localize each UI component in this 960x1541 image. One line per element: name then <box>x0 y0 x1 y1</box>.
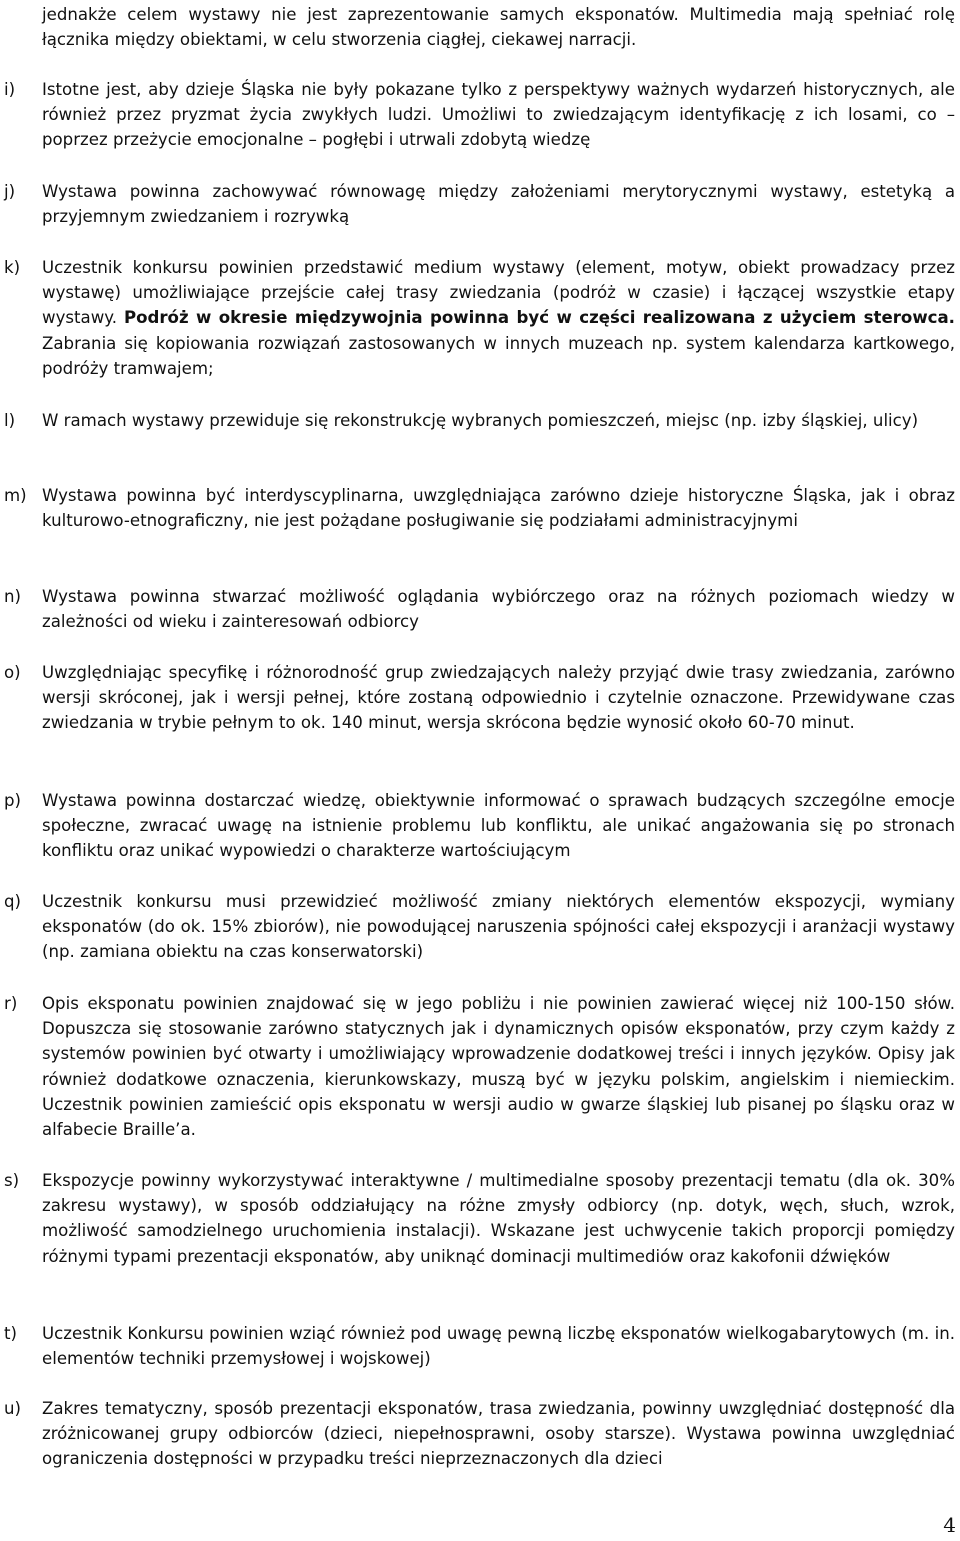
list-item-t <box>0 1321 955 1371</box>
text-after-bold: Zabrania się kopiowania rozwiązań zastosowanych w innych muzeach np. system kalendarza kartkowego, podróży tramwajem; <box>42 333 955 378</box>
list-item-text: Uwzględniając specyfikę i różnorodność grup zwiedzających należy przyjąć dwie trasy zwiedzania, zarówno wersji skróconej, jak i wersji pełnej, które zostaną odpowiednio i czytelnie oznaczone. Przewidywane czas zwiedzania w trybie pełnym to ok. 140 minut, wersja skrócona będzie wynosić około 60-70 minut. <box>42 663 955 733</box>
list-marker: l) <box>4 411 16 430</box>
continuation-paragraph: jednakże celem wystawy nie jest zaprezentowanie samych eksponatów. Multimedia mają spełniać rolę łącznika między obiektami, w celu stworzenia ciągłej, ciekawej narracji. <box>42 5 955 50</box>
list-item-o <box>0 660 955 736</box>
list-item-text: W ramach wystawy przewiduje się rekonstrukcję wybranych pomieszczeń, miejsc (np. izby śląskiej, ulicy) <box>42 411 919 430</box>
list-item-text: Uczestnik konkursu musi przewidzieć możliwość zmiany niektórych elementów ekspozycji, wymiany eksponatów (do ok. 15% zbiorów), nie powodującej naruszenia spójności całej ekspozycji i aranżacji wystawy (np. zamiana obiektu na czas konserwatorski) <box>42 892 955 962</box>
list-marker: k) <box>4 258 21 277</box>
list-marker: n) <box>4 587 21 606</box>
list-marker: u) <box>4 1399 21 1418</box>
list-item-m <box>0 483 955 533</box>
list-item-text <box>42 255 955 381</box>
list-item-n <box>0 584 955 634</box>
list-item-text: Uczestnik Konkursu powinien wziąć również pod uwagę pewną liczbę eksponatów wielkogabarytowych (m. in. elementów techniki przemysłowej i wojskowej) <box>42 1324 955 1369</box>
list-marker: s) <box>4 1171 20 1190</box>
list-item-text: Opis eksponatu powinien znajdować się w jego pobliżu i nie powinien zawierać więcej niż 100-150 słów. Dopuszcza się stosowanie zarówno statycznych jak i dynamicznych opisów eksponatów, przy czym każdy z systemów powinien być otwarty i umożliwiający wprowadzenie dodatkowej treści i innych języków. Opisy jak również dodatkowe oznaczenia, kierunkowskazy, muszą być w języku polskim, angielskim i niemieckim. Uczestnik powinien zamieścić opis eksponatu w wersji audio w gwarze śląskiej lub pisanej po śląsku oraz w alfabecie Braille’a. <box>42 994 955 1140</box>
list-item-p <box>0 788 955 864</box>
list-item-text: Ekspozycje powinny wykorzystywać interaktywne / multimedialne sposoby prezentacji tematu (dla ok. 30% zakresu wystawy), w sposób oddziałujący na różne zmysły odbiorcy (np. dotyk, węch, słuch, wzrok, możliwość samodzielnego uruchomienia instalacji). Wskazane jest uchwycenie takich proporcji pomiędzy różnymi typami prezentacji eksponatów, aby uniknąć dominacji multimediów oraz kakofonii dźwięków <box>42 1171 955 1266</box>
list-item-l <box>0 408 955 433</box>
list-item-s <box>0 1168 955 1269</box>
list-marker: m) <box>4 486 27 505</box>
list-marker: p) <box>4 791 22 810</box>
list-item-text: Wystawa powinna być interdyscyplinarna, uwzględniająca zarówno dzieje historyczne Śląska, jak i obraz kulturowo-etnograficzny, nie jest pożądane posługiwanie się podziałami administracyjnymi <box>42 486 955 531</box>
list-item-q <box>0 889 955 965</box>
list-item-u <box>0 1396 955 1472</box>
list-marker: j) <box>4 182 16 201</box>
list-item-k <box>0 255 955 381</box>
list-item-text: Wystawa powinna dostarczać wiedzę, obiektywnie informować o sprawach budzących szczególne emocje społeczne, zwracać uwagę na istnienie problemu lub konfliktu, ale unikać angażowania się po stronach konfliktu oraz unikać wypowiedzi o charakterze wartościującym <box>42 791 955 861</box>
list-item-text: Zakres tematyczny, sposób prezentacji eksponatów, trasa zwiedzania, powinny uwzględniać dostępność dla zróżnicowanej grupy odbiorców (dzieci, niepełnosprawni, osoby starsze). Wystawa powinna uwzględniać ograniczenia dostępności w przypadku treści nieprzeznaczonych dla dzieci <box>42 1399 955 1469</box>
bold-requirement: Podróż w okresie międzywojnia powinna być w części realizowana z użyciem sterowca. <box>123 308 955 328</box>
list-marker: i) <box>4 80 16 99</box>
list-marker: r) <box>4 994 18 1013</box>
list-marker: q) <box>4 892 22 911</box>
list-item-j <box>0 179 955 229</box>
page-number: 4 <box>943 1513 956 1537</box>
list-marker: t) <box>4 1324 17 1343</box>
list-item-text: Wystawa powinna zachowywać równowagę między założeniami merytorycznymi wystawy, estetyką a przyjemnym zwiedzaniem i rozrywką <box>42 182 955 227</box>
list-item-text: Istotne jest, aby dzieje Śląska nie były pokazane tylko z perspektywy ważnych wydarzeń historycznych, ale również przez pryzmat życia zwykłych ludzi. Umożliwi to zwiedzającym identyfikację z ich losami, co – poprzez przeżycie emocjonalne – pogłębi i utrwali zdobytą wiedzę <box>42 80 955 150</box>
list-item-i <box>0 77 955 153</box>
list-marker: o) <box>4 663 21 682</box>
list-item-text: Wystawa powinna stwarzać możliwość oglądania wybiórczego oraz na różnych poziomach wiedzy w zależności od wieku i zainteresowań odbiorcy <box>42 587 955 632</box>
list-item-r <box>0 991 955 1142</box>
text-before-bold: Uczestnik konkursu powinien przedstawić medium wystawy (element, motyw, obiekt prowadzacy przez wystawę) umożliwiające przejście całej trasy zwiedzania (podróż w czasie) i łączącej wszystkie etapy wystawy. <box>42 258 955 328</box>
